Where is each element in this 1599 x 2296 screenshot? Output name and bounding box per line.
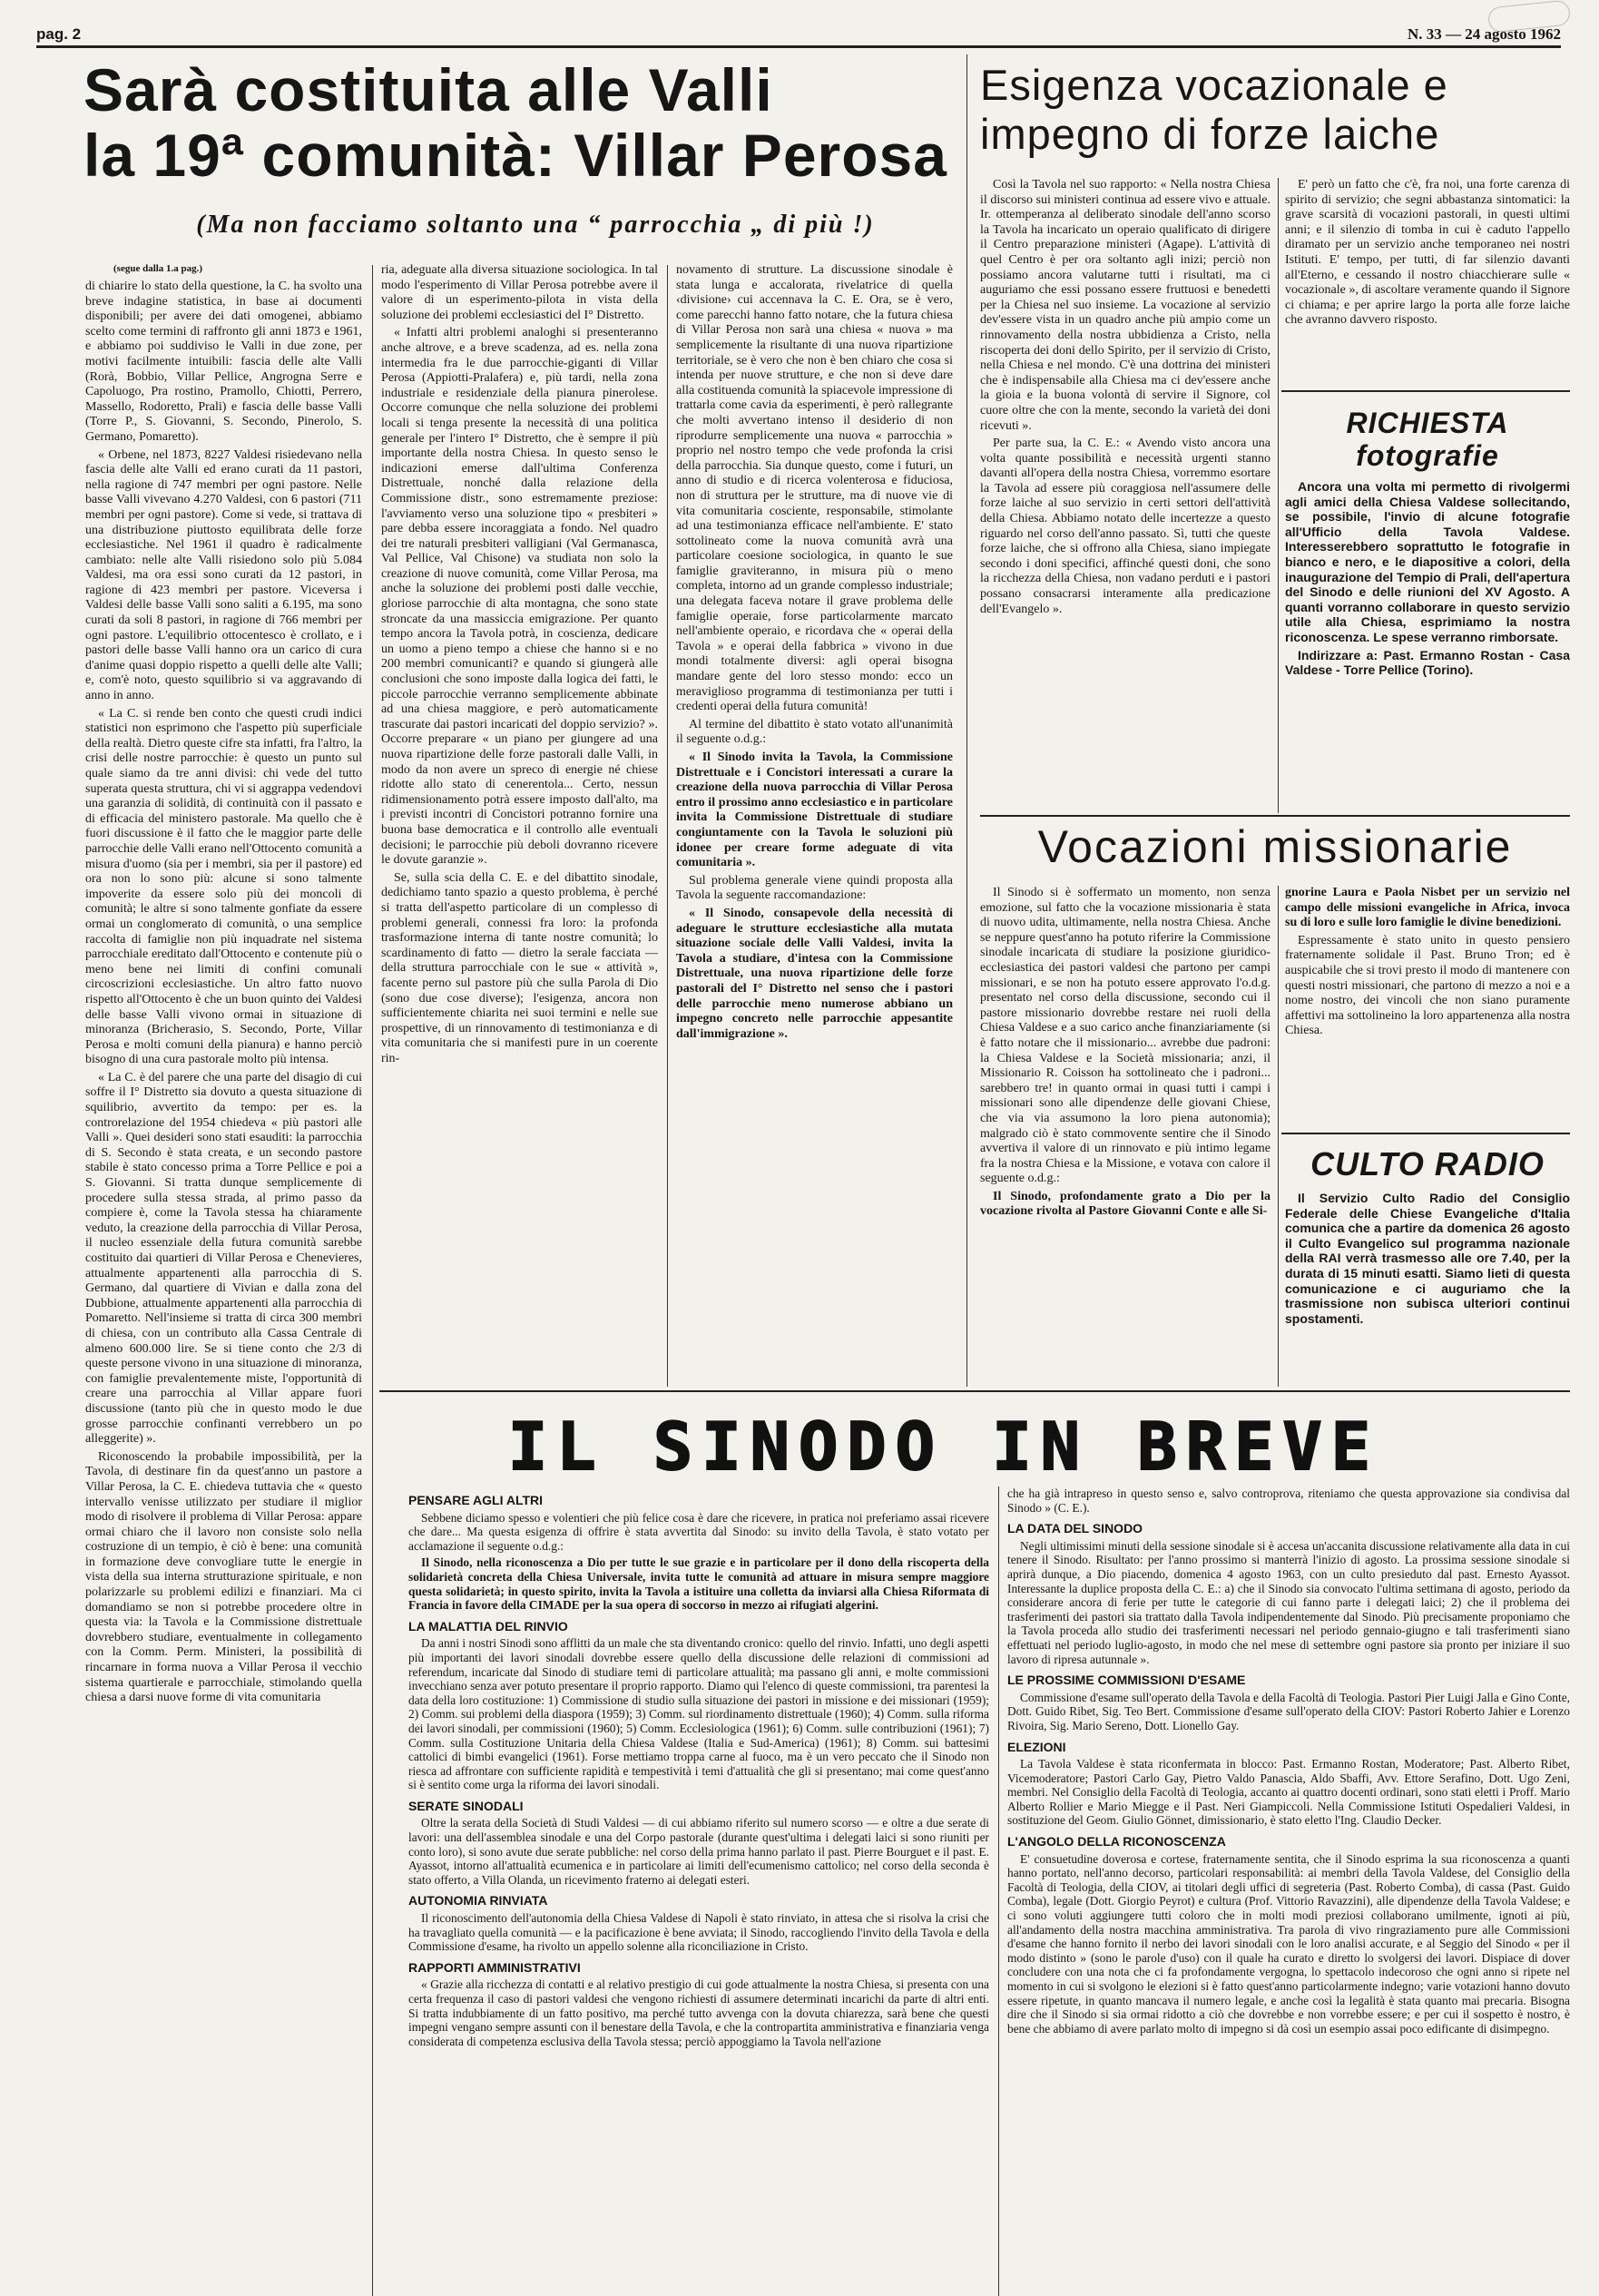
section-heading-rapporti: RAPPORTI AMMINISTRATIVI — [408, 1959, 581, 1975]
vocazionale-headline-line2: impegno di forze laiche — [980, 111, 1440, 158]
lead-col3-p1: novamento di strutture. La discussione sinodale è stata lunga e accalorata, rivelatrice di quella ‹divisione› cui accennava la C. E. Ora, se è vero, come parecchi hanno fatto notare, che la futura chiesa di Villar Perosa non sarà una chiesa « nuova » ma semplicemente la risultante di una nuova ripartizione territoriale, se è vero che non è ben chiaro che cosa si intenda per nuove strutture, e che non si deve dare alla costituenda comunità la spiacevole impressione di trattarla come cavia da esperimenti, è però rallegrante che molti avvertano intenso il desiderio di non riprodurre semplicemente una nuova « parrocchia » proprio nel nostro tempo che vede profonda la crisi della parrocchia. Sia dunque questo, come i futuri, un anno di studio e di ricerca volenterosa e fiduciosa, non di struttura per le strutture, ma di nuove vie di vita comunitaria cosciente, responsabile, stimolante ad una testimonianza efficace nell'ambiente. E' stato sottolineato come la nuova comunità avrà una particolare coesione sociologica, in quanto le sue famiglie graviteranno, in misura più o meno completa, intorno ad un grande complesso industriale; una delegata faceva notare il grave problema delle famiglie operaie, forse particolarmente marcato nell'ambiente operaio, e ricordava che « operai della Tavola » e operai della fabbrica » vivono in due mondi totalmente diversi: agli operai bisogna mandare gente del loro stesso mondo: ecco un meraviglioso programma di testimonianza per tutti i credenti operai della futura comunità! — [676, 263, 953, 714]
vocazionale-col2-p1: E' però un fatto che c'è, fra noi, una forte carenza di spirito di servizio; che segni abbastanza sintomatici: la grave scarsità di vocazioni pastorali, in questi ultimi anni; e il silenzio di tomba in cui è caduto l'appello diramato per un servizio anche temporaneo nei nostri Istituti. E' tempo, per tutti, di far silenzio davanti all'Eterno, e cessando il nostro chiacchierare sulle « vocazionale », di ascoltare veramente quando il Signore ci chiama; e per aprire largo la porta alle forze laiche che avranno davvero risposto. — [1285, 178, 1570, 328]
lead-col2-p2: « Infatti altri problemi analoghi si presenteranno anche altrove, e a breve scadenza, ad es. nella zona intermedia fra le due parrocchie-giganti di Villar Perosa (Appiotti-Pralafera) e, più tardi, nella zona industriale e residenziale della pianura pinerolese. Occorre comunque che nella soluzione dei problemi locali si tenga presente la necessità di una politica generale per l'intero I° Distretto, che è sempre il più importante della nostra Chiesa. In questo senso le indicazioni emerse dall'ultima Conferenza Distrettuale, nonché dalla relazione della Commissione distr., sono estremamente preziose: l'avviamento verso una soluzione tipo « presbiteri » pare debba essere incoraggiata a fondo. Nel quadro dei tre naturali presbiteri valligiani (Val Germanasca, Val Pellice, Val Chisone) va studiata non solo la creazione di nuove comunità, come Villar Perosa, ma anche la soluzione dei problemi posti dalle vecchie, gloriose parrocchie di alta montagna, che sono state stroncate da una massiccia emigrazione. Per quanto tempo ancora la Tavola potrà, in coscienza, dedicare un uomo a pieno tempo a chiese che hanno si e no 200 membri comunicanti? e quando si giungerà alle conclusioni che sono imposte dalla logica dei fatti, le piccole parrocchie verranno semplicemente abbinate ad una chiesa maggiore, e però automaticamente trascurate dai pastori incaricati del doppio servizio? ». Occorre preparare « un piano per giungere ad una nuova ripartizione delle forze pastorali dalle Valli, in modo da non avere un spreco di energie né chiese ridotte allo stato di cenerentola... Certo, nessun ridimensionamento potrà essere imposto dall'alto, ma i previsti incontri di Concistori potranno fornire una buona base democratica e il controllo alle eventuali decisioni; le parrocchie più deboli dovranno ricevere le dovute garanzie ». — [381, 326, 658, 868]
section-heading-autonomia: AUTONOMIA RINVIATA — [408, 1893, 548, 1908]
lead-col3-p3: Sul problema generale viene quindi proposta alla Tavola la seguente raccomandazione: — [676, 873, 953, 903]
sinodo-left-column — [408, 1487, 989, 2296]
lead-subheadline: (Ma non facciamo soltanto una “ parrocchia „ di più !) — [196, 211, 875, 239]
section-text-serate: Oltre la serata della Società di Studi Valdesi — di cui abbiamo riferito sul numero scorso — e oltre a due serate di lavori: una dell'assemblea sinodale e una del Corpo pastorale (durante quest'ultima i delegati laici si sono riuniti per conto loro), si sono avute due serate pubbliche: nel corso della prima hanno parlato il past. Pierre Bourguet e il past. E. Ayassot, intorno all'attualità ecumenica e in particolare ai limiti dell'ecumenismo cattolico; nel corso della seconda è stato offerto, a Villa Olanda, un ricevimento fraterno ai delegati esteri. — [408, 1816, 989, 1887]
section-text-autonomia: Il riconoscimento dell'autonomia della Chiesa Valdese di Napoli è stato rinviato, in attesa che si risolva la crisi che ha travagliato quella comunità — e la pacificazione è bene avviata; il Sinodo, raccogliendo l'invito della Tavola e della Commissione d'esame, ha rivolto un appello solenne alla riconciliazione in Cristo. — [408, 1911, 989, 1954]
missionarie-col1-p1: Il Sinodo si è soffermato un momento, non senza emozione, sul fatto che la vocazione missionaria è stata di nuovo udita, ultimamente, nella nostra Chiesa. Anche se neppure quest'anno ha potuto riferire la Commissione sinodale incaricata di studiare la posizione giuridico-ecclesiastica dei pastori valdesi che partono per campi missionari, e se non ha potuto essere approvato l'o.d.g. presentato nel corso della discussione, secondo cui il pastore missionario dovrebbe restare nei ruoli della Chiesa Valdese e a suo carico anche finanziariamente (si è fatto notare che il missionario... avrebbe due padroni: la Chiesa Valdese e la Società missionaria; anzi, il Missionario R. Coisson ha sottolineato che i padroni... sarebbero tre! in quanto ormai in quasi tutti i campi i missionari sono alle dipendenze delle giovani Chiese, che via via assumono la loro piena autonomia); malgrado ciò è stato commovente sentire che il Sinodo avvertiva il valore di un rinnovato e più intimo legame fra la nostra Chiesa e la Missione, e votava con calore il seguente o.d.g.: — [980, 886, 1270, 1186]
vocazionale-col1-p2: Per parte sua, la C. E.: « Avendo visto ancora una volta quante possibilità e necessità urgenti stanno davanti all'opera della nostra Chiesa, vorremmo esortare la Tavola ad essere più coraggiosa nell'assumere delle forze laiche al suo servizio in certi settori dell'attività della Chiesa. Abbiamo notato delle incertezze a questo riguardo nel corso dell'anno passato. Sì, tutti che queste forze laiche, che si offrono alla Chiesa, siano impiegate secondo i doni specifici, affinché questi doni, che sono la ricchezza della Chiesa, non vadano perduti e i pastori possano consacrarsi interamente alla predicazione dell'Evangelo ». — [980, 437, 1270, 616]
section-text-commissioni: Commissione d'esame sull'operato della Tavola e della Facoltà di Teologia. Pastori Pier Luigi Jalla e Gino Conte, Dott. Guido Ribet, Sig. Teo Bert. Commissione d'esame sull'operato della CIOV: Pastori Roberto Jahier e Lorenzo Rivoira, Sig. Mario Sereno, Dott. Lionello Gay. — [1007, 1690, 1570, 1732]
lead-col1-p4: « La C. è del parere che una parte del disagio di cui soffre il I° Distretto sia dovuto a questa situazione di squilibrio, avvertito da tempo: per es. la controrelazione del 1954 chiedeva « più pastori alle Valli ». Quei desideri sono stati esauditi: la parrocchia di S. Secondo è stata creata, e un secondo pastore stabile è stato concesso prima a Torre Pellice e poi a S. Giovanni. Si tratta dunque semplicemente di procedere sulla stessa strada, al primo passo da compiere è, come la Tavola stessa ha chiaramente veduto, la creazione della parrocchia di Villar Perosa, il nucleo essenziale della futura comunità sarebbe costituito dai quartieri di Villar Perosa e Chenevieres, attualmente appartenenti alla parrocchia di S. Germano, dal quartiere di Vivian e dalla zona del Dubbione, attualmente appartenenti alla parrocchia di Pomaretto. Nell'insieme si tratta di circa 300 membri di chiesa, con un contributo alla Cassa Centrale di almeno 600.000 lire. Se si tiene conto che 2/3 di queste persone vivono in una situazione di minoranza, con famiglie prevalentemente miste, l'opportunità di creare una parrocchia al Villar appare fuori discussione (tanto più che in questo modo le due grosse parrocchie confinanti verrebbero un po alleggerite) ». — [85, 1070, 362, 1447]
section-heading-pensare: PENSARE AGLI ALTRI — [408, 1493, 544, 1507]
missionarie-headline: Vocazioni missionarie — [1037, 822, 1513, 872]
vocazionale-headline-line1: Esigenza vocazionale e — [980, 62, 1448, 109]
section-resolution-pensare: Il Sinodo, nella riconoscenza a Dio per tutte le sue grazie e in particolare per il dono della riscoperta della solidarietà concreta della Chiesa Universale, invita tutte le comunità ad attuare in misura sempre maggiore questa solidarietà; in questo spirito, invita la Tavola a istituire una colletta da inviarsi alla Chiesa Riformata di Francia in favore della CIMADE per la sua opera di soccorso in mezzo ai rifugiati algerini. — [408, 1555, 989, 1613]
richiesta-headline-line1: RICHIESTA — [1346, 407, 1509, 439]
lead-column-1 — [85, 280, 362, 2296]
section-text-rapporti-cont: che ha già intrapreso in questo senso e, salvo controprova, riteniamo che questa approvazione sia condivisa dal Sinodo » (C. E.). — [1007, 1487, 1570, 1515]
lead-column-3 — [676, 263, 953, 1387]
missionarie-col2-p2: Espressamente è stato unito in questo pensiero fraternamente solidale il Past. Bruno Tron; ed è auspicabile che si trovi presto il modo di mantenere con questi nostri missionari, che partono di mezzo a noi e a nome nostro, dei vincoli che non siano puramente affettivi ma sottolineino la loro appartenenza alla nostra Chiesa. — [1285, 933, 1570, 1038]
section-text-pensare: Sebbene diciamo spesso e volentieri che più felice cosa è dare che ricevere, in pratica noi preferiamo assai ricevere che dare... Ma questa esigenza di offrire è stata avvertita dal Sinodo: su invito della Tavola, è stato votato per acclamazione il seguente o.d.g.: — [408, 1510, 989, 1553]
culto-radio-body: Il Servizio Culto Radio del Consiglio Federale delle Chiese Evangeliche d'Italia comunica che a partire da domenica 26 agosto il Culto Evangelico sul programma nazionale della RAI verrà trasmesso alle ore 7.40, per la durata di 15 minuti esatti. Siamo lieti di questa comunicazione e ci auguriamo che la trasmissione non subisca ulteriori continui spostamenti. — [1285, 1191, 1570, 1326]
vocazionale-column-2 — [1285, 178, 1570, 387]
sinodo-in-breve-banner: IL SINODO IN BREVE — [507, 1408, 1380, 1485]
page-header — [36, 25, 1561, 48]
missionarie-col2-p1: gnorine Laura e Paola Nisbet per un servizio nel campo delle missioni evangeliche in Africa, invoca su di loro e sulle loro famiglie le divine benedizioni. — [1285, 886, 1570, 930]
page-number: pag. 2 — [36, 25, 82, 43]
continued-note: (segue dalla 1.a pag.) — [113, 263, 203, 274]
vocazionale-column-1 — [980, 178, 1270, 831]
lead-col2-p1: ria, adeguate alla diversa situazione sociologica. In tal modo l'esperimento di Villar Perosa potrebbe avere il valore di un esperimento-pilota in vista della soluzione dei problemi ecclesiastici del I° Distretto. — [381, 263, 658, 322]
section-text-elezioni: La Tavola Valdese è stata riconfermata in blocco: Past. Ermanno Rostan, Moderatore; Past. Alberto Ribet, Vicemoderatore; Pastori Carlo Gay, Pietro Valdo Panascia, Aldo Sbaffi, Avv. Ettore Serafino, Dott. Ugo Zeni, membri. Nel Consiglio della Facoltà di Teologia, accanto ai quattro docenti ordinari, sono stati eletti i Proff. Mario Alberto Rollier e Mario Miegge e il Past. Neri Giampiccoli. Nella Commissione Istituti Ospedalieri Valdesi, in sostituzione del Geom. Giulio Gönnet, dimissionario, è stato eletto l'Ing. Claudio Decker. — [1007, 1757, 1570, 1828]
section-heading-elezioni: ELEZIONI — [1007, 1739, 1066, 1754]
richiesta-address: Indirizzare a: Past. Ermanno Rostan - Casa Valdese - Torre Pellice (Torino). — [1285, 647, 1570, 678]
missionarie-column-2 — [1285, 886, 1570, 1131]
vocazionale-col1-p1: Così la Tavola nel suo rapporto: « Nella nostra Chiesa il discorso sui ministeri continua ad essere vivo e attuale. Ir. ottemperanza al deliberato sinodale dell'anno scorso la Tavola ha incaricato un operaio qualificato di dirigere il Centro preparazione ministeri (Agape). L'attività di quel Centro è per ora soltanto agli inizi; perciò non possiamo ancora valutarne tutti i risultati, ma ci auguriamo che essi possano essere fruttuosi e benedetti per la Chiesa nel suo insieme. La vocazione al servizio dev'essere vista in un quadro anche più ampio come un rinnovamento della nostra ubbidienza a Cristo, nella riscoperta dei doni dello Spirito, per il servizio di Cristo, nella Chiesa e nel mondo. C'è una dottrina dei ministeri che è indispensabile alla Chiesa ma ci dev'essere anche la gioia e la buona volontà di servire il Signore, col cuore oltre che con la mente, secondo la varietà dei doni ricevuti ». — [980, 178, 1270, 433]
section-heading-rinvio: LA MALATTIA DEL RINVIO — [408, 1618, 568, 1634]
culto-radio-headline: CULTO RADIO — [1310, 1145, 1545, 1182]
lead-col2-p3: Se, sulla scia della C. E. e del dibattito sinodale, dedichiamo tanto spazio a questo problema, è perché si tratta dell'aspetto particolare di un complesso di problemi generali, connessi fra loro: la profonda trasformazione interna di tante nostre comunità; lo scardinamento di fatto — dietro la serale facciata — della struttura parrocchiale con le sue « attività », facente perno sul pastore più che sulla Parola di Dio (sono due cose diverse); l'esigenza, ancora non sufficientemente chiarita nei suoi termini e nelle sue prospettive, di un rinnovamento di testimonianza e di vita comunitaria che si manifesti pure in un coerente rin- — [381, 870, 658, 1065]
culto-radio-body-box — [1285, 1191, 1570, 1387]
section-heading-serate: SERATE SINODALI — [408, 1798, 524, 1813]
lead-column-2 — [381, 263, 658, 1387]
lead-col3-resolution1: « Il Sinodo invita la Tavola, la Commissione Distrettuale e i Concistori interessati a curare la creazione della nuova parrocchia di Villar Perosa entro il prossimo anno ecclesiastico e in particolare invita la Commissione Distrettuale di studiare congiuntamente con la Tavola le soluzioni più idonee per creare forme adeguate di vita comunitaria ». — [676, 751, 953, 870]
section-heading-commissioni: LE PROSSIME COMMISSIONI D'ESAME — [1007, 1673, 1246, 1688]
richiesta-body-box — [1285, 479, 1570, 806]
missionarie-col1-resolution: Il Sinodo, profondamente grato a Dio per la vocazione rivolta al Pastore Giovanni Conte e alle Si- — [980, 1189, 1270, 1219]
section-heading-data: LA DATA DEL SINODO — [1007, 1521, 1143, 1536]
lead-col1-p1: di chiarire lo stato della questione, la C. ha svolto una breve indagine statistica, in base ai documenti disponibili; per avere dei dati omogenei, abbiamo scelto come termini di raffronto gli anni 1873 e 1961, e abbiamo poi suddiviso le Valli in due zone, per motivi facilmente intuibili: fascia delle alte Valli (Rorà, Bobbio, Villar Pellice, Angrogna Serre e Capoluogo, Pra rostino, Pramollo, Chiotti, Perrero, Massello, Rodoretto, Prali) e fascia delle basse Valli (Torre P., S. Giovanni, S. Secondo, Pinerolo, S. Germano, Pomaretto). — [85, 280, 362, 444]
missionarie-column-1 — [980, 886, 1270, 1387]
lead-col3-p2: Al termine del dibattito è stato votato all'unanimità il seguente o.d.g.: — [676, 717, 953, 747]
section-heading-riconoscenza: L'ANGOLO DELLA RICONOSCENZA — [1007, 1834, 1226, 1850]
section-text-riconoscenza: E' consuetudine doverosa e cortese, fraternamente sentita, che il Sinodo esprima la sua riconoscenza a quanti hanno portato, nell'anno decorso, particolari responsabilità: ai membri della Tavola Valdese, del Consiglio della Facoltà di Teologia, della CIOV, ai titolari degli uffici di segreteria (Past. Roberto Comba), di cassa (Past. Guido Comba), legale (Dott. Giorgio Peyrot) e cultura (Prof. Vittorio Ravazzini), alle dipendenze della Tavola Valdese; e ci sono voluti aggiungere tutti coloro che in molti modi preziosi collaborano umilmente, ignoti ai più, all'andamento della nostra macchina amministrativa. Tra parola di vivo ringraziamento pure alle Commissioni d'esame che hanno fornito il nerbo dei lavori sinodali con le loro analisi accurate, e al Seggio del Sinodo « per il modo distinto » (sono le parole d'uso) con il quale ha curato e diretto lo svolgersi dei lavori. Dispiace di dover concludere con una nota che ci fa profondamente vergogna, lo spettacolo indecoroso che ogni anno si ripete nel momento in cui si svolgono le elezioni si è fatto quest'anno particolarmente indegno; varie votazioni hanno dovuto essere ripetute, in quanto mancava il numero legale, e anche così la legalità è stata quanto mai precaria. Bisogna dire che il Sinodo si sia ormai ridotto a ciò che dovrebbe e non vorrebbe essere; e per cui il sospetto è nostro, è bene che abbiamo di avere parlato molto di impegno si dà così un esempio assai poco edificante di disimpegno. — [1007, 1851, 1570, 2036]
section-text-rapporti: « Grazie alla ricchezza di contatti e al relativo prestigio di cui gode attualmente la nostra Chiesa, si presenta con una certa frequenza il caso di pastori valdesi che vengono richiesti di assumere determinati incarichi da parte di altri enti. Si tratta indubbiamente di un fatto positivo, ma perché tutto avvenga con la dovuta chiarezza, sarà bene che questi impegni vengano sempre assunti con il benestare della Tavola, e che la contropartita amministrativa e finanziaria venga considerata di competenza esclusiva della Tavola stessa; perciò appoggiamo la Tavola nell'azione — [408, 1977, 989, 2048]
richiesta-headline-line2: fotografie — [1356, 439, 1499, 472]
issue-number-date: N. 33 — 24 agosto 1962 — [1407, 25, 1561, 43]
lead-col1-p2: « Orbene, nel 1873, 8227 Valdesi risiedevano nella fascia delle alte Valli ed erano curati da 11 pastori, nella ragione di 747 membri per ogni pastore. Nelle basse Valli vivevano 4.270 Valdesi, con 6 pastori (711 membri per ogni pastore). Come si vede, si trattava di una distribuzione piuttosto equilibrata delle forze ecclesiastiche. Nel 1961 il quadro è radicalmente cambiato: nelle alte Valli risiedono solo più 5.084 Valdesi, ma ora essi sono curati da 12 pastori, in ragione di 423 membri per pastore. Viceversa i Valdesi delle basse Valli sono saliti a 6.195, ma sono curati da soli 8 pastori, in ragione di 766 membri per ogni pastore. L'equilibrio ottocentesco è crollato, e i pastori delle basse Valli hanno ora un carico di cura d'anime quasi doppio rispetto a quelli delle alte Valli; e, com'è noto, questo squilibrio si va aggravando di anno in anno. — [85, 447, 362, 703]
section-text-rinvio: Da anni i nostri Sinodi sono afflitti da un male che sta diventando cronico: quello del rinvio. Infatti, uno degli aspetti più importanti dei lavori sinodali dovrebbe essere quello della discussione delle relazioni di commissioni ad referendum, incaricate dal Sinodo di studiare temi di particolare attualità; ma passano gli anni, e molte commissioni invecchiano senza aver potuto presentare il proprio rapporto. Diamo qui l'elenco di queste commissioni, tra parentesi la data della loro costituzione: 1) Commissione di studio sulla situazione dei pastori in missione e dei missionari (1959); 2) Comm. sui problemi della diaspora (1959); 3) Comm. sul riordinamento distrettuale (1960); 4) Comm. sulla riforma dei lavori sinodali, per commissioni (1960); 5) Comm. Ecclesiologica (1961); 6) Comm. sulle contribuzioni (1961); 7) Comm. sulla Costituzione Unitaria della Chiesa Valdese (Italia e Sud-America) (1961); 8) Comm. sui battesimi cattolici di bimbi evangelici (1961). Forse mettiamo troppa carne al fuoco, ma è un vero peccato che il Sinodo non riesca ad affrontare con sufficiente rapidità e tempestività i temi d'attualità che gli si presentano; mai come quest'anno si è sentito come urga la riforma dei lavori sinodali. — [408, 1636, 989, 1792]
lead-col1-p5: Riconoscendo la probabile impossibilità, per la Tavola, di destinare fin da quest'anno un pastore a Villar Perosa, la C. E. chiedeva tuttavia che « questo intervallo venisse utilizzato per studiare il miglior modo di risolvere il problema di Villar Perosa: appare ormai chiaro che il lavoro non consiste solo nella costruzione di un tempio, è ciò è bene: una comunità in formazione deve convogliare tutte le energie in vista della sua interna strutturazione spirituale, e non polarizzarle su problemi edilizi e finanziari. Ma ci domandiamo se non si potrebbe procedere oltre in questa via: la Tavola e la Commissione distrettuale dovrebbero studiare, eventualmente in collegamento con la Comm. Perm. Ministeri, la possibilità di rincarnare in forma nuova a Villar Perosa il vecchio sistema quartierale e parrocchiale, stimolando quella chiesa a darsi nuove forme di vita comunitaria — [85, 1449, 362, 1705]
sinodo-right-column — [1007, 1487, 1570, 2296]
lead-col3-resolution2: « Il Sinodo, consapevole della necessità di adeguare le strutture ecclesiastiche alla mutata situazione sociale delle Valli Valdesi, invita la Tavola a studiare, d'intesa con la Commissione Distrettuale, una nuova ripartizione delle forze pastorali del I° Distretto nel senso che i pastori delle parrocchie meno numerose abbiano un impegno concreto nelle parrocchie appesantite dall'immigrazione ». — [676, 906, 953, 1041]
richiesta-body: Ancora una volta mi permetto di rivolgermi agli amici della Chiesa Valdese sollecitando, se possibile, l'invio di alcune fotografie all'Ufficio della Tavola Valdese. Interesserebbero soprattutto le fotografie in bianco e nero, e le diapositive a colori, della inaugurazione del Tempio di Prali, dell'apertura del Sinodo e delle riunioni del XV Agosto. A quanti vorranno collaborare in questo servizio utile alla Chiesa, esprimiamo la nostra riconoscenza. Le spese verranno rimborsate. — [1285, 479, 1570, 644]
lead-headline-line1: Sarà costituita alle Valli — [83, 60, 773, 122]
lead-headline-line2: la 19ª comunità: Villar Perosa — [83, 125, 947, 187]
section-text-data: Negli ultimissimi minuti della sessione sinodale si è accesa un'accanita discussione relativamente alla data in cui tenere il Sinodo. Risultato: per l'anno prossimo si manterrà l'inizio di agosto. La prossima sessione sinodale si aprirà dunque, a Dio piacendo, domenica 4 agosto 1963, con un culto presieduto dal past. Ernesto Ayassot. Interessante la duplice proposta della C. E.: a) che il Sinodo sia convocato l'ultima settimana di agosto, periodo da considerare ancora di ferie per tutte le categorie di cui fanno parte i delegati laici; 2) che il problema dei trasferimenti dei pastori sia trattato dalla Tavola indipendentemente dal Sinodo. Più precisamente proponiamo che la Tavola proceda allo studio dei trasferimenti necessari nel periodo gennaio-giugno e tali trasferimenti siano effettuati nel periodo luglio-agosto, in modo che nel mese di settembre ogni pastore sia pronto per iniziare il suo lavoro di ripresa autunnale ». — [1007, 1538, 1570, 1666]
lead-col1-p3: « La C. si rende ben conto che questi crudi indici statistici non esprimono che l'aspetto più superficiale della realtà. Dietro queste cifre sta infatti, fra l'altro, la crisi delle nostre parrocchie: è questo un punto sul quale siamo da tre anni divisi: chi vede del tutto superata questa struttura, chi vi si aggrappa vedendovi una garanzia di solidità, di continuità con il passato e di efficacia del ministero pastorale. Ma quello che è fuori discussione è il fatto che le maggior parte delle parrocchie delle Valli erano nell'Ottocento comunità a misura d'uomo (sia per i membri, sia per il pastore) ed ora non lo sono più: alcune si sono talmente impoverite da essere solo più dei moncoli di comunità; le altre si sono talmente gonfiate da essere ormai un conglomerato di comunità, o una semplice raccolta di famiglie non più inquadrate nel sistema parrocchiale ereditato dall'Ottocento e contenute più o meno bene nei limiti di confini comunali circoscrizioni ecclesiastiche. Un altro fatto nuovo rispetto all'Ottocento è che un buon quinto dei Valdesi delle basse Valli vivono ormai in situazione di minoranza (Bricherasio, S. Secondo, Porte, Villar Perosa e molti comuni della pianura) e hanno perciò bisogno di una cura pastorale molto più intensa. — [85, 706, 362, 1067]
